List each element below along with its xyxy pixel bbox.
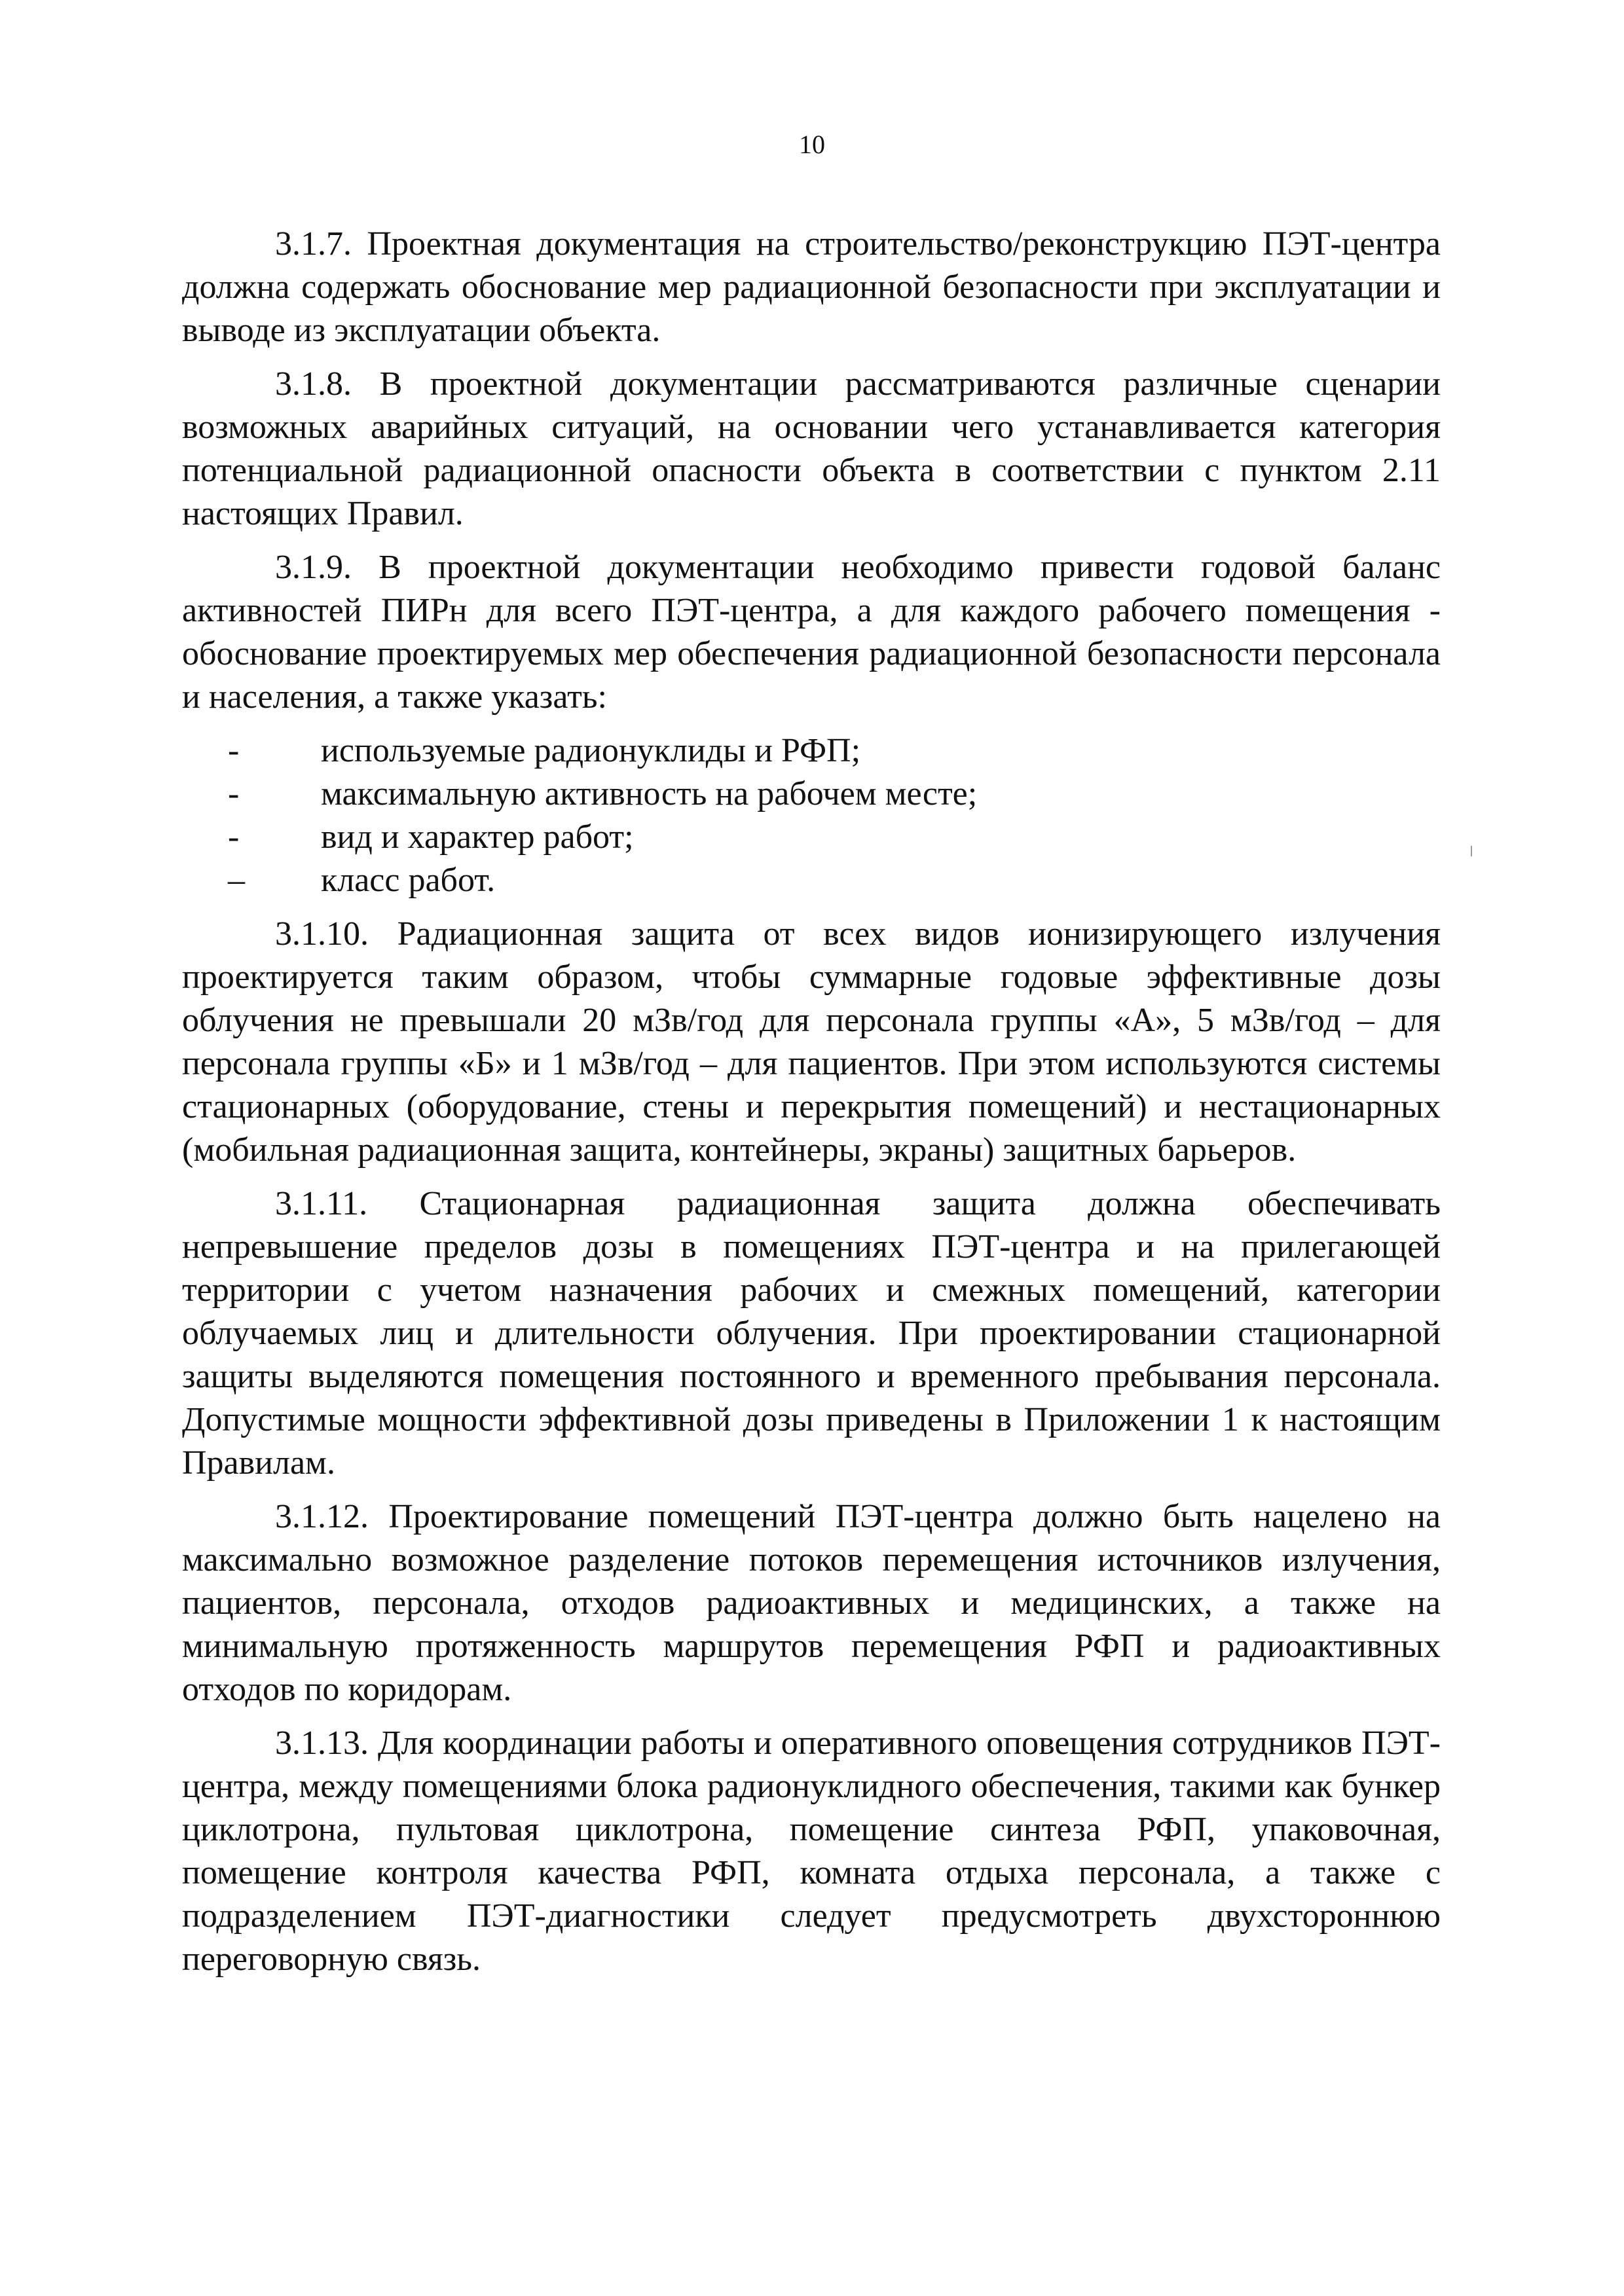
paragraph-3-1-7: 3.1.7. Проектная документация на строительство/реконструкцию ПЭТ-центра должна содержать обоснование мер радиационной безопасности при эксплуатации и выводе из эксплуатации объекта. xyxy=(182,225,1441,349)
list-item-text: максимальную активность на рабочем месте; xyxy=(321,775,978,812)
list-item xyxy=(182,729,1441,773)
paragraph-3-1-12: 3.1.12. Проектирование помещений ПЭТ-центра должно быть нацелено на максимально возможное разделение потоков перемещения источников излучения, пациентов, персонала, отходов радиоактивных и медицинских, а также на минимальную протяженность маршрутов перемещения РФП и радиоактивных отходов по коридорам. xyxy=(182,1498,1441,1708)
list-item xyxy=(182,816,1441,859)
list-item xyxy=(182,773,1441,816)
paragraph-3-1-9: 3.1.9. В проектной документации необходимо привести годовой баланс активностей ПИРн для всего ПЭТ-центра, а для каждого рабочего помещения - обоснование проектируемых мер обеспечения радиационной безопасности персонала и населения, а также указать: xyxy=(182,549,1441,716)
paragraph-3-1-13: 3.1.13. Для координации работы и оперативного оповещения сотрудников ПЭТ-центра, между помещениями блока радионуклидного обеспечения, такими как бункер циклотрона, пультовая циклотрона, помещение синтеза РФП, упаковочная, помещение контроля качества РФП, комната отдыха персонала, а также с подразделением ПЭТ-диагностики следует предусмотреть двухстороннюю переговорную связь. xyxy=(182,1724,1441,1978)
list-marker: - xyxy=(228,818,240,856)
page-number: 10 xyxy=(799,130,825,159)
paragraph-3-1-10: 3.1.10. Радиационная защита от всех видов ионизирующего излучения проектируется таким образом, чтобы суммарные годовые эффективные дозы облучения не превышали 20 мЗв/год для персонала группы «А», 5 мЗв/год – для персонала группы «Б» и 1 мЗв/год – для пациентов. При этом используются системы стационарных (оборудование, стены и перекрытия помещений) и нестационарных (мобильная радиационная защита, контейнеры, экраны) защитных барьеров. xyxy=(182,915,1441,1169)
paragraph-3-1-8: 3.1.8. В проектной документации рассматриваются различные сценарии возможных аварийных ситуаций, на основании чего устанавливается категория потенциальной радиационной опасности объекта в соответствии с пунктом 2.11 настоящих Правил. xyxy=(182,365,1441,532)
list-item-text: вид и характер работ; xyxy=(321,818,634,856)
document-body xyxy=(182,223,1441,1992)
requirements-list xyxy=(182,729,1441,902)
scan-edge-mark xyxy=(1471,846,1472,856)
paragraph-3-1-11: 3.1.11. Стационарная радиационная защита должна обеспечивать непревышение пределов дозы в помещениях ПЭТ-центра и на прилегающей территории с учетом назначения рабочих и смежных помещений, категории облучаемых лиц и длительности облучения. При проектировании стационарной защиты выделяются помещения постоянного и временного пребывания персонала. Допустимые мощности эффективной дозы приведены в Приложении 1 к настоящим Правилам. xyxy=(182,1185,1441,1482)
list-item-text: класс работ. xyxy=(321,862,496,899)
list-item xyxy=(182,859,1441,902)
list-item-text: используемые радионуклиды и РФП; xyxy=(321,732,861,769)
list-marker: – xyxy=(228,862,245,899)
list-marker: - xyxy=(228,775,240,812)
list-marker: - xyxy=(228,732,240,769)
